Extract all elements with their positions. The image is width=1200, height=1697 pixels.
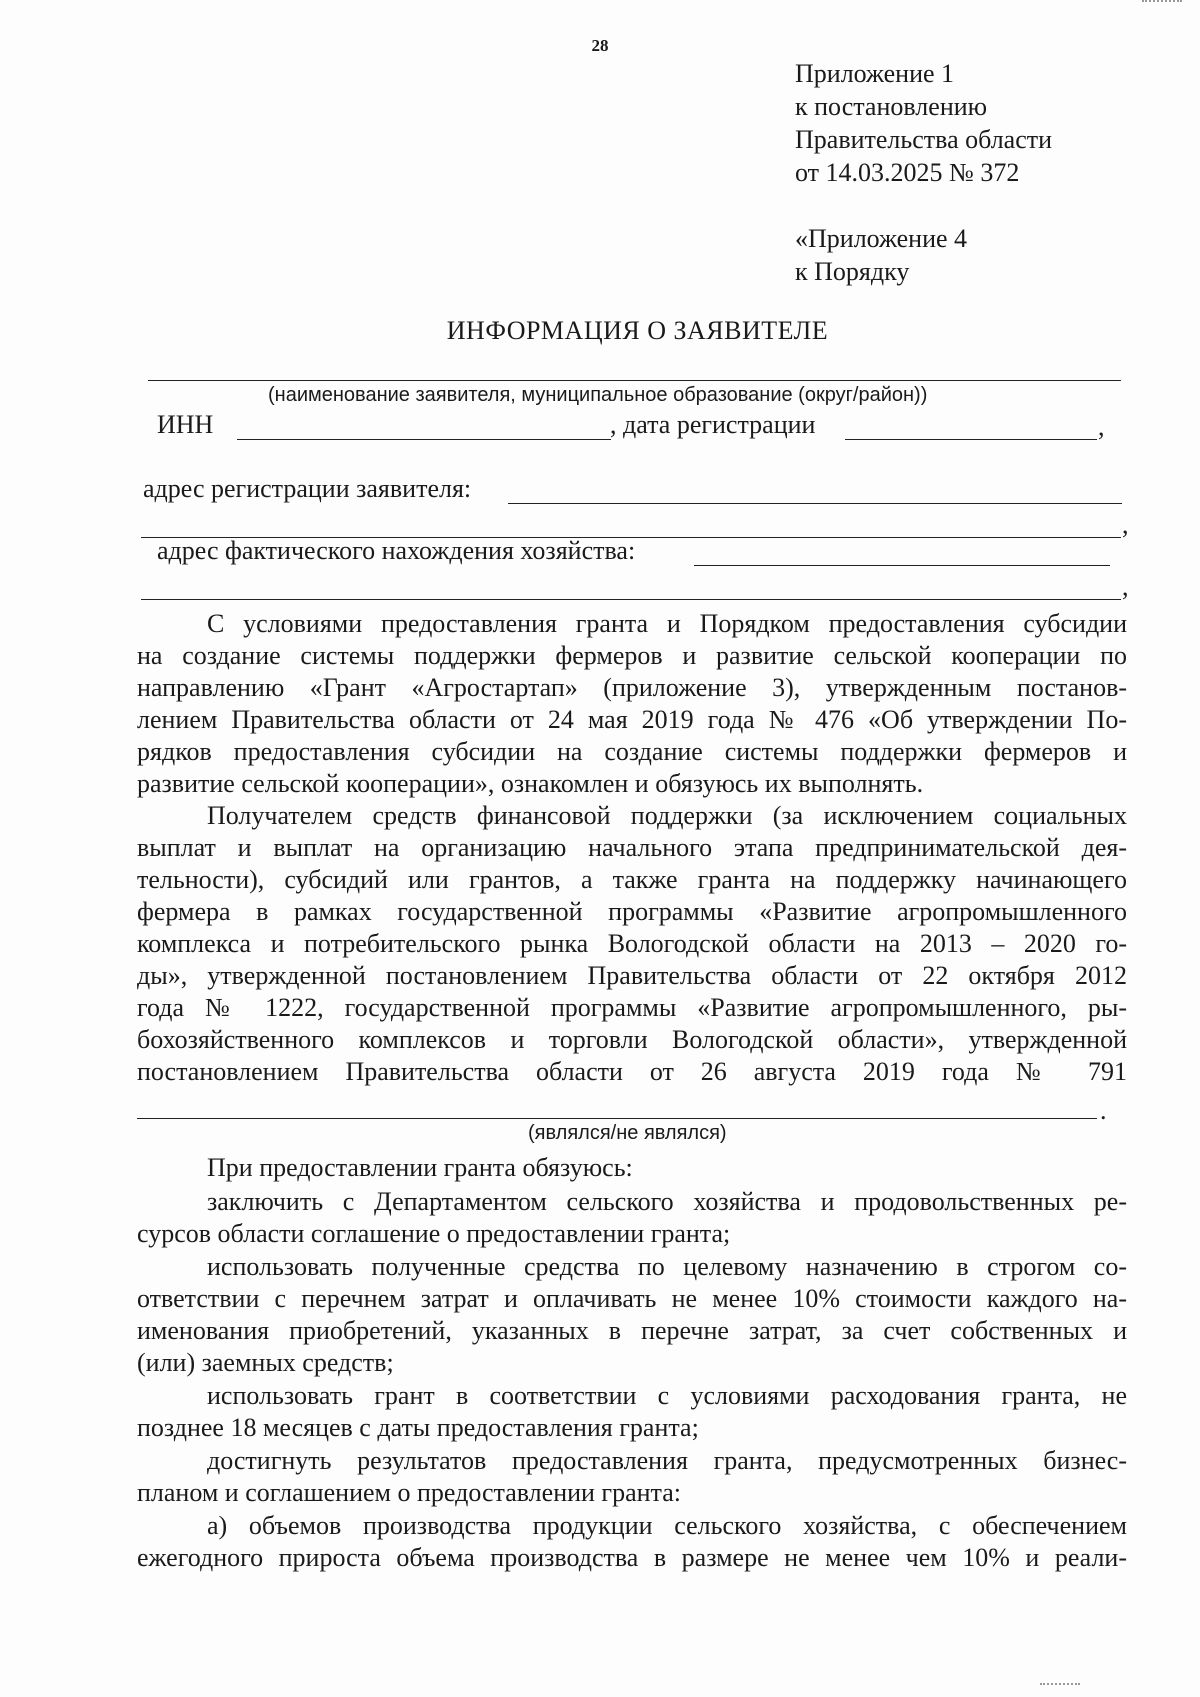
appendix-line: Приложение 1 (795, 59, 955, 88)
appendix-subheader (795, 222, 967, 288)
reg-address-fill-line[interactable] (508, 503, 1122, 504)
reg-date-comma: , (1098, 412, 1105, 441)
text-line: рядков предоставления субсидии на создание системы поддержки фермеров и (137, 737, 1127, 766)
status-period: . (1100, 1096, 1107, 1125)
text-line: тельности), субсидий или грантов, а также гранта на поддержку начинающего (137, 865, 1127, 894)
status-caption: (являлся/не являлся) (528, 1122, 727, 1144)
actual-address-label: адрес фактического нахождения хозяйства: (157, 536, 636, 565)
inn-label: ИНН (157, 410, 214, 439)
text-line: позднее 18 месяцев с даты предоставления гранта; (137, 1413, 699, 1442)
paragraph-conditions (137, 608, 1127, 800)
text-line: выплат и выплат на организацию начального этапа предпринимательской дея- (137, 833, 1127, 862)
text-line: развитие сельской кооперации», ознакомлен и обязуюсь их выполнять. (137, 769, 924, 798)
text-line: С условиями предоставления гранта и Порядком предоставления субсидии (207, 609, 1127, 638)
appendix-subline: к Порядку (795, 257, 910, 286)
paragraph-recipient (137, 800, 1127, 1088)
text-line: фермера в рамках государственной программы «Развитие агропромышленного (137, 897, 1127, 926)
text-line: сурсов области соглашение о предоставлении гранта; (137, 1219, 731, 1248)
inn-fill-line[interactable] (237, 439, 611, 440)
appendix-line: Правительства области (795, 125, 1053, 154)
paragraph-obligations-intro (137, 1152, 1127, 1184)
text-line: комплекса и потребительского рынка Вологодской области на 2013 – 2020 го- (137, 929, 1127, 958)
scan-artifact (1040, 1683, 1080, 1689)
reg-address-label: адрес регистрации заявителя: (143, 474, 472, 503)
paragraph-production-volumes (137, 1510, 1127, 1574)
status-fill-line[interactable] (137, 1118, 1097, 1119)
page-number: 28 (591, 36, 609, 55)
text-line: При предоставлении гранта обязуюсь: (207, 1153, 633, 1182)
paragraph-use-funds (137, 1251, 1127, 1379)
appendix-subline: «Приложение 4 (795, 224, 968, 253)
reg-address-comma: , (1122, 510, 1129, 539)
actual-address-fill-line[interactable] (694, 565, 1110, 566)
paragraph-results (137, 1445, 1127, 1509)
document-title: ИНФОРМАЦИЯ О ЗАЯВИТЕЛЕ (446, 316, 829, 345)
text-line: именования приобретений, указанных в перечне затрат, за счет собственных и (137, 1316, 1127, 1345)
text-line: лением Правительства области от 24 мая 2019 года № 476 «Об утверждении По- (137, 705, 1127, 734)
text-line: бохозяйственного комплексов и торговли Вологодской области», утвержденной (137, 1025, 1127, 1054)
paragraph-agreement (137, 1186, 1127, 1250)
text-line: ответствии с перечнем затрат и оплачивать не менее 10% стоимости каждого на- (137, 1284, 1127, 1313)
text-line: использовать полученные средства по целевому назначению в строгом со- (207, 1252, 1127, 1281)
scan-artifact (1142, 0, 1182, 6)
text-line: (или) заемных средств; (137, 1348, 394, 1377)
text-line: планом и соглашением о предоставлении гранта: (137, 1478, 681, 1507)
appendix-line: к постановлению (795, 92, 988, 121)
text-line: использовать грант в соответствии с условиями расходования гранта, не (207, 1381, 1127, 1410)
paragraph-grant-term (137, 1380, 1127, 1444)
name-fill-line[interactable] (148, 380, 1121, 381)
text-line: заключить с Департаментом сельского хозяйства и продовольственных ре- (207, 1187, 1127, 1216)
text-line: ежегодного прироста объема производства в размере не менее чем 10% и реали- (137, 1543, 1127, 1572)
actual-address-fill-line-2[interactable] (141, 599, 1121, 600)
name-caption: (наименование заявителя, муниципальное образование (округ/район)) (268, 384, 928, 406)
text-line: направлению «Грант «Агростартап» (приложение 3), утвержденным постанов- (137, 673, 1127, 702)
appendix-line: от 14.03.2025 № 372 (795, 158, 1020, 187)
text-line: достигнуть результатов предоставления гранта, предусмотренных бизнес- (207, 1446, 1127, 1475)
reg-date-fill-line[interactable] (845, 439, 1097, 440)
text-line: на создание системы поддержки фермеров и развитие сельской кооперации по (137, 641, 1127, 670)
text-line: постановлением Правительства области от 26 августа 2019 года № 791 (137, 1057, 1127, 1086)
text-line: года № 1222, государственной программы «Развитие агропромышленного, ры- (137, 993, 1127, 1022)
text-line: ды», утвержденной постановлением Правительства области от 22 октября 2012 (137, 961, 1127, 990)
appendix-header (795, 57, 1052, 189)
reg-date-label: , дата регистрации (610, 410, 816, 439)
text-line: Получателем средств финансовой поддержки (за исключением социальных (207, 801, 1127, 830)
actual-address-comma: , (1122, 572, 1129, 601)
text-line: а) объемов производства продукции сельского хозяйства, с обеспечением (207, 1511, 1127, 1540)
